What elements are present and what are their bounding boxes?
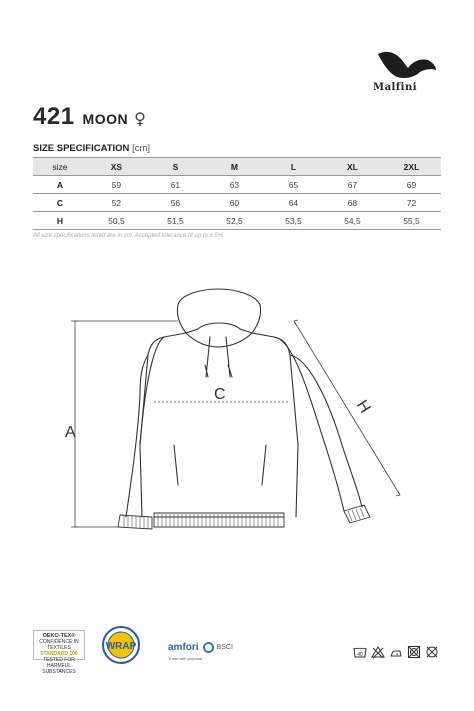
no-tumble-dry-icon [407,645,421,659]
table-cell: 63 [205,176,264,194]
table-cell: 52 [87,194,146,212]
table-cell: 61 [146,176,205,194]
eagle-icon [376,48,438,82]
wash-temp: 40 [357,652,363,658]
hoodie-outline [118,289,370,529]
amfori-tagline: Trade with purpose [168,656,203,661]
table-cell: 56 [146,194,205,212]
table-cell: 67 [323,176,382,194]
table-cell: 53,5 [264,212,323,230]
table-header-row [33,158,441,176]
brand-logo [370,48,442,100]
product-name: MOON [82,111,129,127]
table-row [33,194,441,212]
table-header: S [146,158,205,176]
amfori-circle-icon [203,642,214,653]
table-cell: 51,5 [146,212,205,230]
oeko-line2: CONFIDENCE IN TEXTILES [39,639,79,651]
iron-icon [389,645,403,659]
oeko-line4: TESTED FOR HARMFUL SUBSTANCES [42,657,76,675]
table-cell: 52,5 [205,212,264,230]
table-cell: H [33,212,87,230]
table-cell: 59 [87,176,146,194]
table-header: M [205,158,264,176]
table-cell: 50,5 [87,212,146,230]
spec-title-text: SIZE SPECIFICATION [33,143,130,154]
dimension-lines [71,320,400,527]
table-header: size [33,158,87,176]
table-cell: 55,5 [382,212,441,230]
table-cell: 60 [205,194,264,212]
table-cell: 68 [323,194,382,212]
product-title [33,103,146,133]
oeko-line3: STANDARD 100 [40,651,78,657]
wrap-label: WRAP [105,641,137,652]
product-number: 421 [33,103,75,130]
amfori-name: amfori [168,642,199,653]
table-header: XS [87,158,146,176]
table-cell: C [33,194,87,212]
dimension-h-label: H [352,397,374,417]
table-row [33,176,441,194]
oeko-tex-badge [33,630,85,675]
spec-unit: [cm] [132,143,151,154]
female-symbol-icon: ♀ [134,109,146,128]
wrap-badge [101,625,141,665]
rib-texture [124,508,364,529]
dimension-c-label: C [214,386,226,403]
table-header: L [264,158,323,176]
no-bleach-icon [371,645,385,659]
no-dry-clean-icon [425,645,439,659]
table-cell: A [33,176,87,194]
amfori-bsci: BSCI [216,644,233,651]
table-header: XL [323,158,382,176]
dimension-a-label: A [65,424,76,441]
care-symbols [353,645,439,659]
table-cell: 65 [264,176,323,194]
oeko-line1: OEKO-TEX® [42,633,76,639]
table-cell: 64 [264,194,323,212]
table-cell: 69 [382,176,441,194]
hoodie-diagram [60,285,420,545]
spec-title [33,143,150,154]
amfori-badge [168,642,233,653]
table-row [33,212,441,230]
table-header: 2XL [382,158,441,176]
wash-40-icon [353,645,367,659]
size-table [33,157,441,230]
brand-name: Malfini [373,82,418,93]
tolerance-note: All size specifications listed are in cm. Accepted tolerance of up to ± 5% [33,233,224,239]
table-cell: 72 [382,194,441,212]
table-cell: 54,5 [323,212,382,230]
